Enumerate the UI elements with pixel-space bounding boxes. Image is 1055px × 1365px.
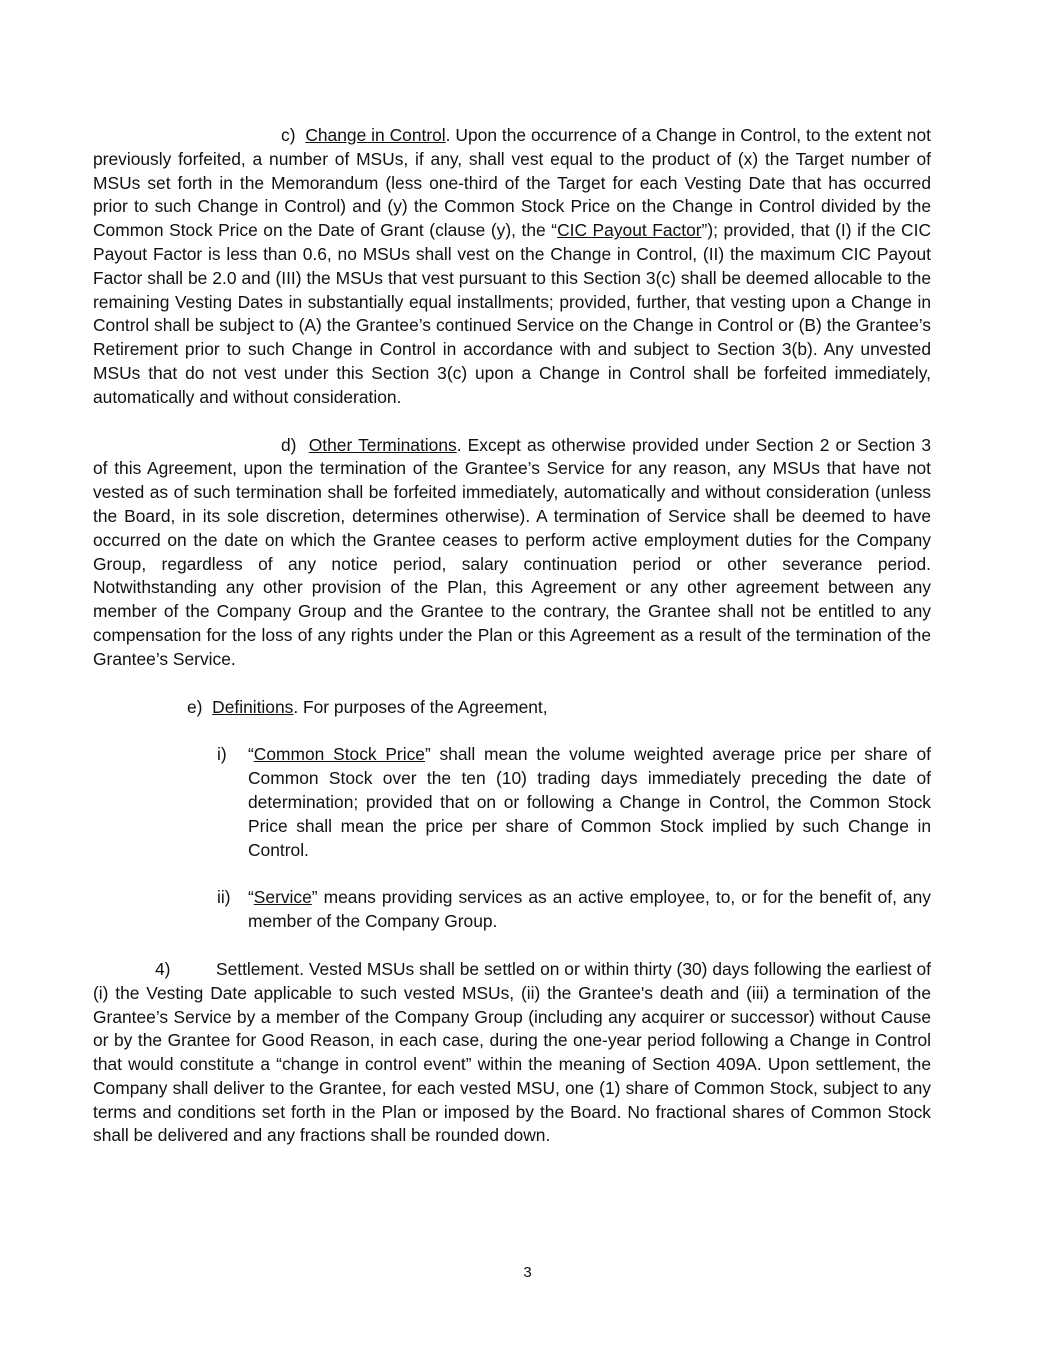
section-c-marker: c) bbox=[281, 125, 296, 145]
section-c-body-continued: ”); provided, that (I) if the CIC Payout Factor is less than 0.6, no MSUs shall vest on the Change in Control, (II) the maximum CIC Payout Factor shall be 2.0 and (III) the MSUs that vest pursuant to this Section 3(c) shall be deemed allocable to the remaining Vesting Dates in substantially equal installments; provided, further, that vesting upon a Change in Control shall be subject to (A) the Grantee’s continued Service on the Change in Control or (B) the Grantee’s Retirement prior to such Change in Control in accordance with and subject to Section 3(b). Any unvested MSUs that do not vest under this Section 3(c) upon a Change in Control shall be forfeited immediately, automatically and without consideration. bbox=[93, 220, 932, 407]
section-c-paragraph bbox=[93, 124, 931, 410]
definition-i-body: ” shall mean the volume weighted average price per share of Common Stock over the ten (10) trading days immediately preceding the date of determination; provided that on or following a Change in Control, the Common Stock Price shall mean the price per share of Common Stock implied by such Change in Control. bbox=[248, 744, 931, 860]
page-number: 3 bbox=[523, 1264, 532, 1281]
cic-payout-factor-term: CIC Payout Factor bbox=[557, 220, 702, 241]
section-c-heading: Change in Control bbox=[305, 125, 446, 145]
definition-i-term: Common Stock Price bbox=[253, 744, 425, 765]
section-e-paragraph bbox=[187, 696, 931, 720]
definition-ii-body: ” means providing services as an active employee, to, or for the benefit of, any member of the Company Group. bbox=[248, 887, 931, 932]
definition-ii-open-quote: “ bbox=[248, 887, 254, 908]
section-d-marker: d) bbox=[281, 434, 297, 455]
definition-i-open-quote: “ bbox=[248, 744, 254, 765]
definition-ii-paragraph bbox=[93, 886, 931, 934]
section-4-paragraph bbox=[93, 958, 931, 1148]
document-page bbox=[93, 124, 931, 1172]
section-4-body: Settlement. Vested MSUs shall be settled on or within thirty (30) days following the earliest of (i) the Vesting Date applicable to such vested MSUs, (ii) the Grantee's death and (iii) a termination of the Grantee’s Service by a member of the Company Group (including any acquirer or successor) without Cause or by the Grantee for Good Reason, in each case, during the one-year period following a Change in Control that would constitute a “change in control event” within the meaning of Section 409A. Upon settlement, the Company shall deliver to the Grantee, for each vested MSU, one (1) share of Common Stock, subject to any terms and conditions set forth in the Plan or imposed by the Board. No fractional shares of Common Stock shall be delivered and any fractions shall be rounded down. bbox=[93, 958, 931, 1146]
section-d-heading: Other Terminations bbox=[308, 434, 457, 455]
definition-ii-marker: ii) bbox=[217, 887, 231, 908]
definition-i-paragraph bbox=[93, 743, 931, 862]
section-e-heading: Definitions bbox=[212, 696, 294, 717]
section-d-paragraph bbox=[93, 434, 931, 672]
section-c-body: . Upon the occurrence of a Change in Control, to the extent not previously forfeited, a number of MSUs, if any, shall vest equal to the product of (x) the Target number of MSUs set forth in the Memorandum (less one-third of the Target for each Vesting Date that has occurred prior to such Change in Control) and (y) the Common Stock Price on the Change in Control divided by the Common Stock Price on the Date of Grant (clause (y), the “ bbox=[93, 125, 931, 241]
section-e-marker: e) bbox=[187, 696, 203, 717]
section-e-body: . For purposes of the Agreement, bbox=[293, 696, 548, 717]
section-d-body: . Except as otherwise provided under Section 2 or Section 3 of this Agreement, upon the termination of the Grantee’s Service for any reason, any MSUs that have not vested as of such termination shall be forfeited immediately, automatically and without consideration (unless the Board, in its sole discretion, determines otherwise). A termination of Service shall be deemed to have occurred on the date on which the Grantee ceases to perform active employment duties for the Company Group, regardless of any notice period, salary continuation period or other severance period. Notwithstanding any other provision of the Plan, this Agreement or any other agreement between any member of the Company Group and the Grantee to the contrary, the Grantee shall not be entitled to any compensation for the loss of any rights under the Plan or this Agreement as a result of the termination of the Grantee’s Service. bbox=[93, 434, 931, 669]
section-4-marker: 4) bbox=[155, 958, 171, 979]
definition-i-marker: i) bbox=[217, 744, 227, 765]
definition-ii-term: Service bbox=[253, 887, 312, 908]
